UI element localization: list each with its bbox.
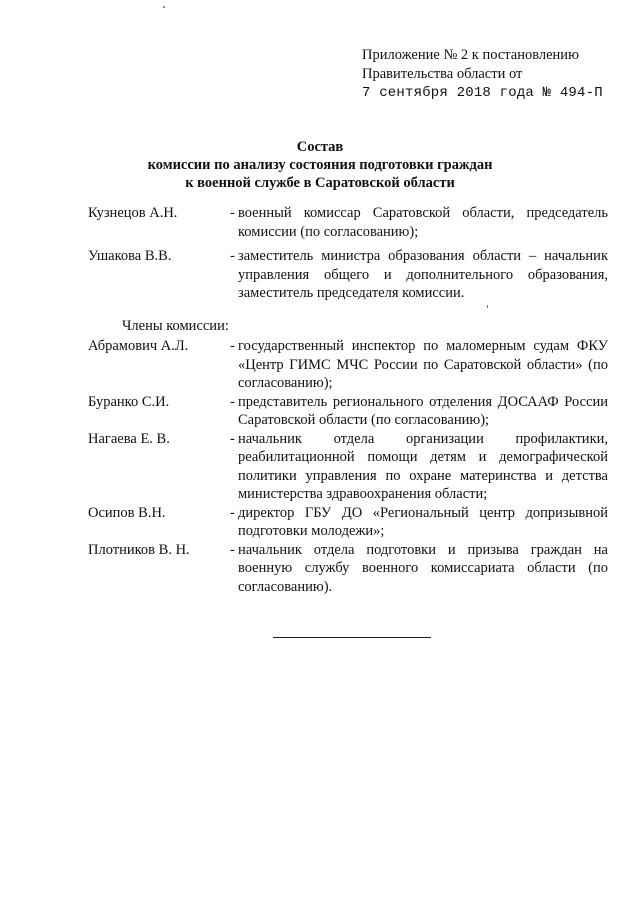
closing-rule: [273, 637, 431, 638]
member-role: директор ГБУ ДО «Региональный центр допризывной подготовки молодежи»;: [238, 504, 608, 539]
member-name: Кузнецов А.Н.: [88, 205, 178, 221]
dash-separator: -: [230, 504, 235, 521]
dash-separator: -: [230, 430, 235, 447]
member-name: Буранко С.И.: [88, 393, 170, 410]
member-row: [88, 504, 608, 541]
annex-line-1: Приложение № 2 к постановлению: [362, 47, 579, 63]
member-name: Ушакова В.В.: [88, 248, 172, 264]
member-role: заместитель министра образования области – начальник управления общего и дополнительного образования, заместитель председателя комиссии.: [238, 248, 608, 301]
document-title: [0, 138, 640, 192]
member-row: [88, 393, 608, 430]
member-name: Абрамович А.Л.: [88, 338, 189, 354]
title-line-3: к военной службе в Саратовской области: [185, 175, 455, 191]
member-name: Нагаева Е. В.: [88, 430, 170, 447]
member-name: Осипов В.Н.: [88, 504, 166, 521]
dash-separator: -: [230, 541, 235, 558]
dash-separator: -: [230, 205, 235, 221]
member-row: [88, 430, 608, 504]
member-name: Плотников В. Н.: [88, 541, 190, 558]
scan-speck: [487, 305, 488, 308]
members-section-label: Члены комиссии:: [122, 317, 229, 334]
annex-line-2: Правительства области от: [362, 66, 523, 82]
scan-speck: [163, 6, 165, 8]
dash-separator: -: [230, 393, 235, 410]
annex-header: [362, 46, 603, 103]
leader-row: [88, 247, 608, 303]
dash-separator: -: [230, 248, 235, 264]
annex-line-3: 7 сентября 2018 года № 494-П: [362, 85, 603, 101]
member-row: [88, 541, 608, 597]
dash-separator: -: [230, 338, 235, 354]
leader-row: [88, 204, 608, 241]
member-role: начальник отдела подготовки и призыва граждан на военную службу военного комиссариата области (по согласованию).: [238, 541, 608, 595]
commission-list: [88, 204, 608, 596]
member-role: государственный инспектор по маломерным судам ФКУ «Центр ГИМС МЧС России по Саратовской области» (по согласованию);: [238, 338, 608, 391]
member-role: начальник отдела организации профилактики, реабилитационной помощи детям и демографической политики управления по охране материнства и детства министерства здравоохранения области;: [238, 430, 608, 502]
title-line-1: Состав: [296, 139, 344, 155]
title-line-2: комиссии по анализу состояния подготовки граждан: [147, 157, 493, 173]
member-row: [88, 337, 608, 393]
member-role: представитель регионального отделения ДОСААФ России Саратовской области (по согласованию);: [238, 393, 608, 428]
member-role: военный комиссар Саратовской области, председатель комиссии (по согласованию);: [238, 205, 608, 240]
